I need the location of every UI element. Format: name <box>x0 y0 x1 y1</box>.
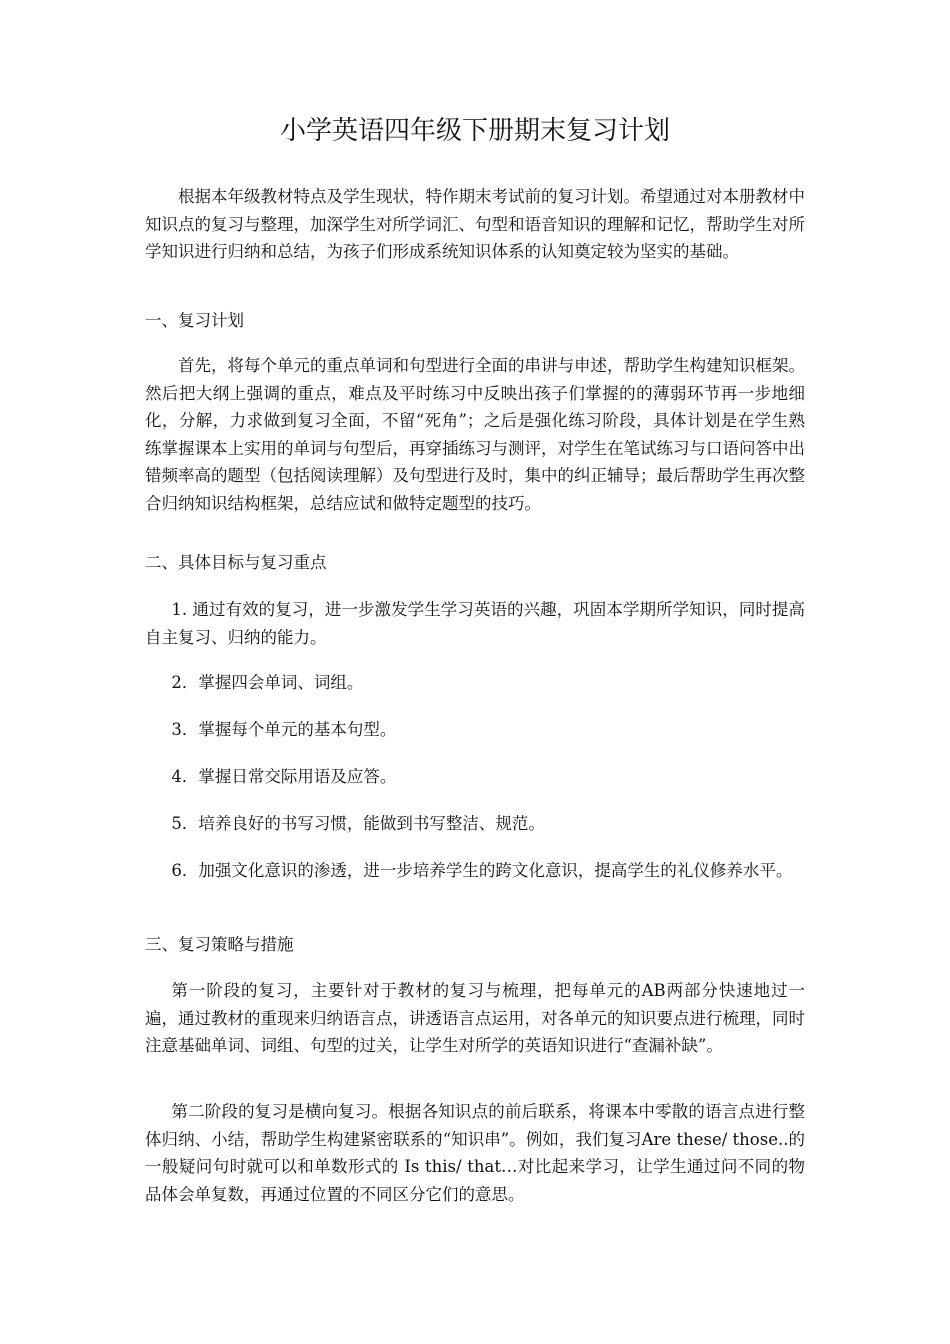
objective-item-4: 4．掌握日常交际用语及应答。 <box>171 767 397 786</box>
document-title: 小学英语四年级下册期末复习计划 <box>279 116 670 146</box>
section-1-paragraph: 首先，将每个单元的重点单词和句型进行全面的串讲与申述，帮助学生构建知识框架。然后把大纲上强调的重点，难点及平时练习中反映出孩子们掌握的的薄弱环节再一步地细化，分解，力求做到复习全面，不留“死角”；之后是强化练习阶段，具体计划是在学生熟练掌握课本上实用的单词与句型后，再穿插练习与测评，对学生在笔试练习与口语问答中出错频率高的题型（包括阅读理解）及句型进行及时，集中的纠正辅导；最后帮助学生再次整合归纳知识结构框架，总结应试和做特定题型的技巧。 <box>145 356 805 513</box>
objective-item-1: 1. 通过有效的复习，进一步激发学生学习英语的兴趣，巩固本学期所学知识，同时提高自主复习、归纳的能力。 <box>145 600 805 647</box>
objective-item-2: 2．掌握四会单词、词组。 <box>171 673 364 692</box>
intro-paragraph: 根据本年级教材特点及学生现状，特作期末考试前的复习计划。希望通过对本册教材中知识点的复习与整理，加深学生对所学词汇、句型和语音知识的理解和记忆，帮助学生对所学知识进行归纳和总结，为孩子们形成系统知识体系的认知奠定较为坚实的基础。 <box>145 187 805 261</box>
section-2-heading: 二、具体目标与复习重点 <box>145 553 327 572</box>
section-3-heading: 三、复习策略与措施 <box>145 935 294 954</box>
stage-1-paragraph: 第一阶段的复习，主要针对于教材的复习与梳理，把每单元的AB两部分快速地过一遍，通过教材的重现来归纳语言点，讲透语言点运用，对各单元的知识要点进行梳理，同时注意基础单词、词组、句型的过关，让学生对所学的英语知识进行“查漏补缺”。 <box>145 981 805 1055</box>
objective-item-5: 5．培养良好的书写习惯，能做到书写整洁、规范。 <box>171 814 545 833</box>
objective-item-3: 3．掌握每个单元的基本句型。 <box>171 720 397 739</box>
section-1-heading: 一、复习计划 <box>145 311 244 330</box>
objective-item-6: 6．加强文化意识的渗透，进一步培养学生的跨文化意识，提高学生的礼仪修养水平。 <box>171 861 793 880</box>
stage-2-paragraph: 第二阶段的复习是横向复习。根据各知识点的前后联系，将课本中零散的语言点进行整体归纳、小结，帮助学生构建紧密联系的“知识串”。例如，我们复习Are these/ those..的一般疑问句时就可以和单数形式的 Is this/ that…对比起来学习，让学生通过问不同的物品体会单复数，再通过位置的不同区分它们的意思。 <box>145 1102 805 1204</box>
